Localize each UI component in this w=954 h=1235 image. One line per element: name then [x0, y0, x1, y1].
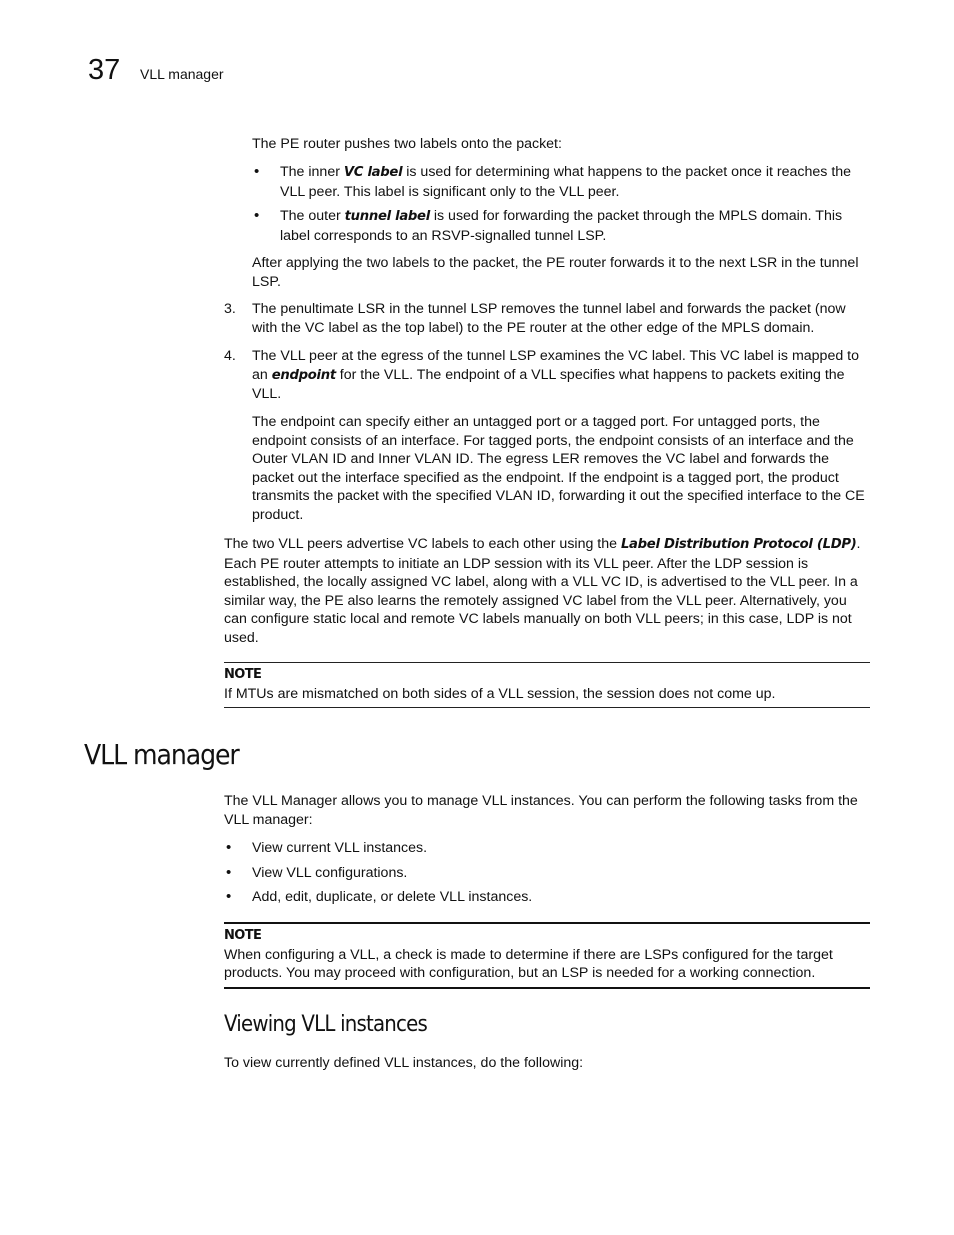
bullet-icon: •	[226, 839, 232, 856]
bullet-icon: •	[254, 163, 260, 180]
note-label: NOTE	[224, 928, 262, 943]
note-box-lsp	[224, 922, 870, 989]
after-bullets-paragraph: After applying the two labels to the packet, the PE router forwards it to the next LSR in the tunnel LSP.	[252, 255, 859, 290]
term-ldp: Label Distribution Protocol (LDP)	[620, 537, 857, 552]
viewing-intro: To view currently defined VLL instances, do the following:	[224, 1055, 584, 1071]
document-page: 37 VLL manager The PE router pushes two labels onto the packet: • The inner VC label is used for determining what happens to the packet once it reaches the VLL peer. This label is significant only to the VLL peer. • The outer tunnel label is used for forwarding the packet through the MPLS domain. This label corresponds to an RSVP-signalled tunnel LSP. After applying the two labels to the packet, the PE router forwards it to the next LSR in the tunnel LSP. 3. The penultimate LSR in the tunnel LSP removes the tunnel label and forwards the packet (now with the VC label as the top label) to the PE router at the other edge of the MPLS domain. 4. The VLL peer at the egress of the tunnel LSP examines the VC label. This VC label is mapped to an endpoint for the VLL. The endpoint of a VLL specifies what happens to packets exiting the VLL. The endpoint can specify either an untagged port or a tagged port. For untagged ports, the endpoint consists of an interface. For tagged ports, the endpoint consists of an interface and the Outer VLAN ID and Inner VLAN ID. The egress LER removes the VC label and forwards the packet out the interface specified as the endpoint. If the endpoint is a tagged port, the product transmits the packet with the specified VLAN ID, forwarding it out the specified interface to the CE product. The two VLL peers advertise VC labels to each other using the Label Distribution Protocol (LDP). Each PE router attempts to initiate an LDP session with its VLL peer. After the LDP session is established, the locally assigned VC label, along with a VLL VC ID, is advertised to the VLL peer. In a similar way, the PE also learns the remotely assigned VC label from the VLL peer. Alternatively, you can configure static local and remote VC labels manually on both VLL peers; in this case, LDP is not used. NOTE If MTUs are mismatched on both sides of a VLL session, the session does not come up. VLL manager The VLL Manager allows you to manage VLL instances. You can perform the following tasks from the VLL manager: • View current VLL instances. • View VLL configurations. • Add, edit, duplicate, or delete VLL instances. NOTE When configuring a VLL, a check is made to determine if there are LSPs configured for the target products. You may proceed with configuration, but an LSP is needed for a working connection. Viewing VLL instances To view currently defined VLL instances, do the following:	[0, 0, 954, 1235]
bullet-icon: •	[226, 888, 232, 905]
section-heading-vll-manager: VLL manager	[84, 738, 239, 771]
note-label: NOTE	[224, 667, 262, 682]
bullet-icon: •	[254, 207, 260, 224]
chapter-number: 37	[88, 54, 121, 86]
note-box-mtu	[224, 662, 870, 708]
term-vc-label: VC label	[343, 165, 403, 180]
vll-manager-intro: The VLL Manager allows you to manage VLL instances. You can perform the following tasks from the VLL manager:	[224, 793, 858, 828]
labels-intro: The PE router pushes two labels onto the packet:	[252, 136, 562, 152]
ldp-paragraph: The two VLL peers advertise VC labels to each other using the Label Distribution Protocol (LDP). Each PE router attempts to initiate an LDP session with its VLL peer. After the LDP session is established, the locally assigned VC label, along with a VLL VC ID, is advertised to the VLL peer. In a similar way, the PE also learns the remotely assigned VC label from the VLL peer. Alternatively, you can configure static local and remote VC labels manually on both VLL peers; in this case, LDP is not used.	[224, 536, 861, 646]
term-tunnel-label: tunnel label	[344, 209, 430, 224]
running-head-title: VLL manager	[140, 66, 224, 82]
note-text: If MTUs are mismatched on both sides of a VLL session, the session does not come up.	[224, 685, 776, 702]
bullet-icon: •	[226, 864, 232, 881]
subsection-heading-viewing-vll-instances: Viewing VLL instances	[224, 1012, 427, 1037]
term-endpoint: endpoint	[271, 367, 336, 383]
note-text: When configuring a VLL, a check is made to determine if there are LSPs configured for the target products. You may proceed with configuration, but an LSP is needed for a working connection.	[224, 946, 833, 982]
endpoint-paragraph: The endpoint can specify either an untagged port or a tagged port. For untagged ports, the endpoint consists of an interface. For tagged ports, the endpoint consists of an interface and the Outer VLAN ID and Inner VLAN ID. The egress LER removes the VC label and forwards the packet out the interface specified as the endpoint. If the endpoint is a tagged port, the product transmits the packet with the specified VLAN ID, forwarding it out the specified interface to the CE product.	[252, 414, 865, 523]
